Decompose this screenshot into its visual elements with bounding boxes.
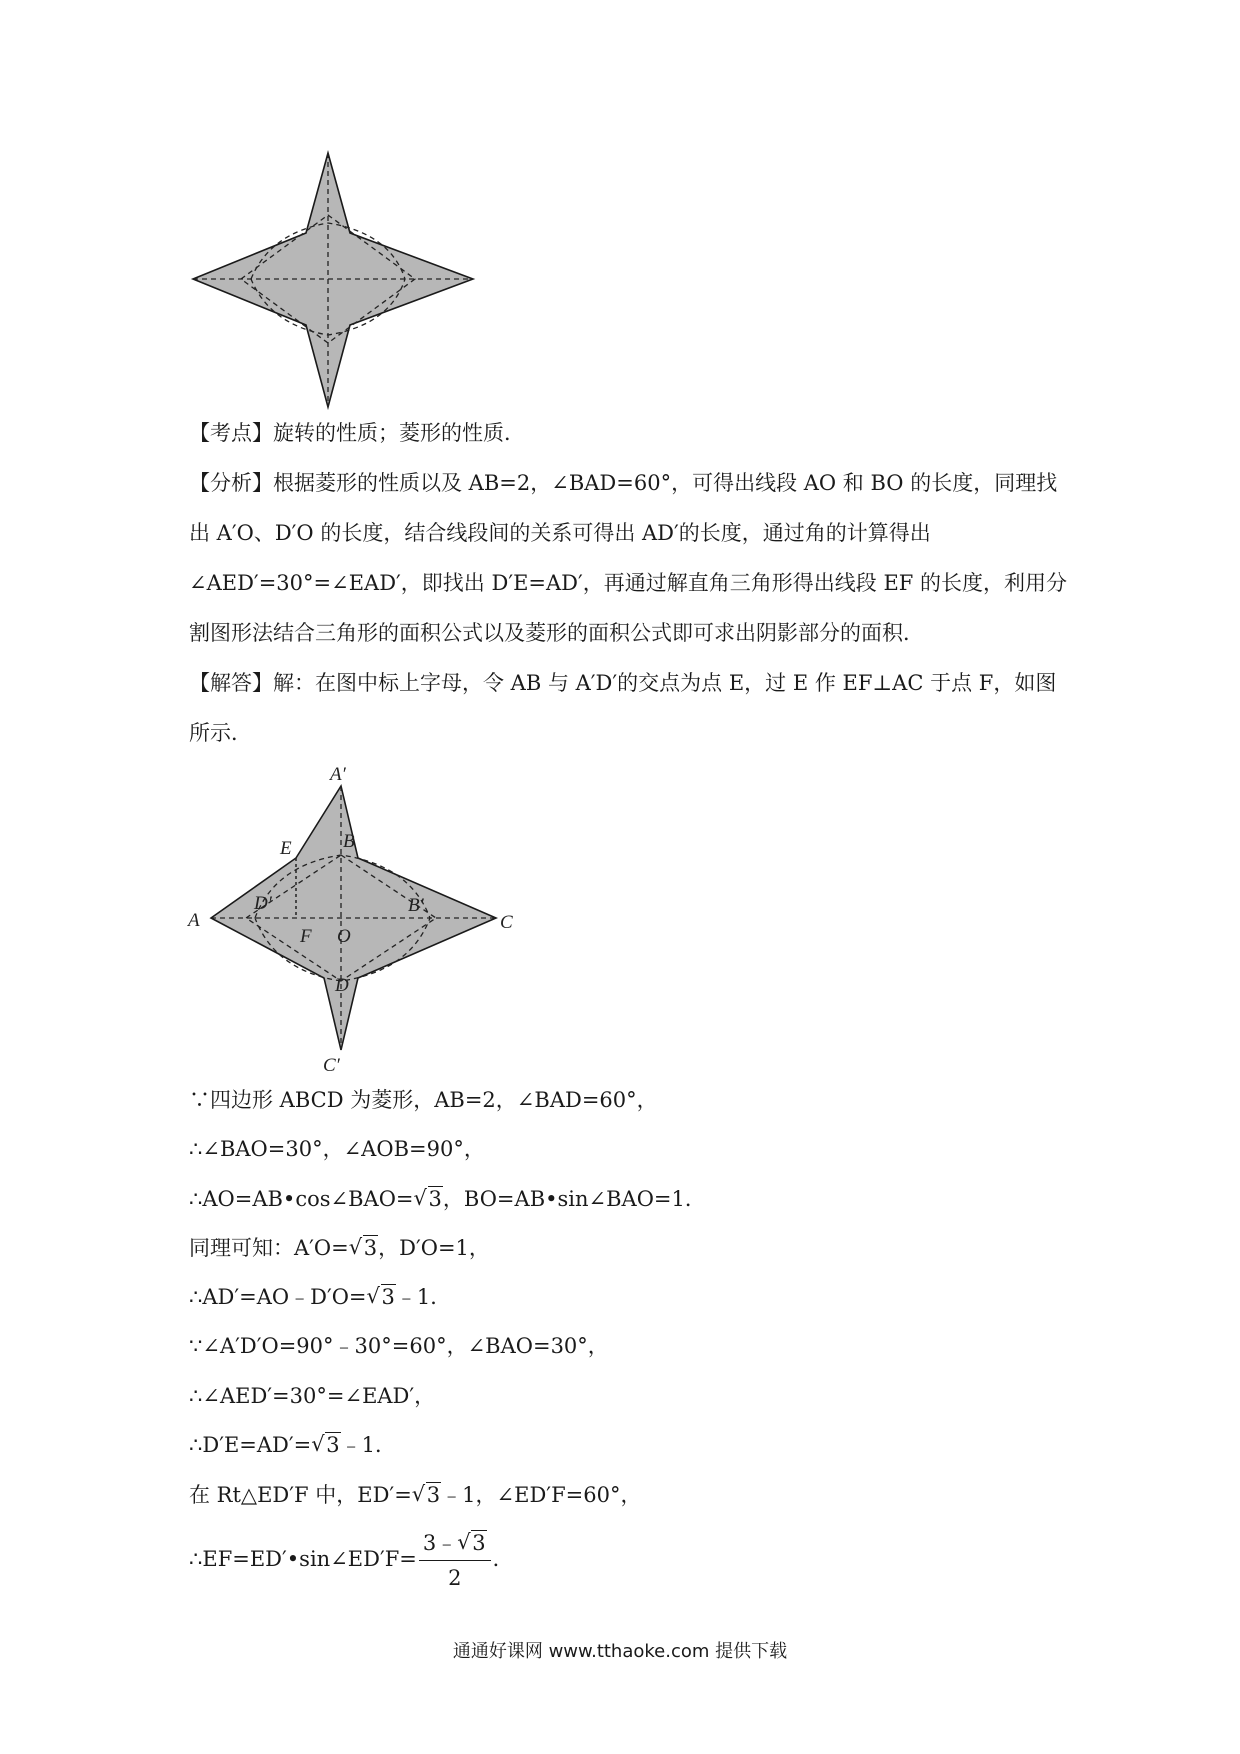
label-c-prime: C′	[323, 1055, 340, 1075]
step-3-text-b: ，BO=AB•sin∠BAO=1．	[442, 1187, 706, 1211]
step-5-text-a: ∴AD′=AO﹣D′O=	[189, 1285, 367, 1309]
step-5	[189, 1282, 451, 1312]
star-figure-2	[180, 755, 520, 1075]
solution-line-2: 所示．	[189, 721, 252, 745]
step-9	[189, 1480, 641, 1510]
step-7: ∴∠AED′=30°=∠EAD′，	[189, 1384, 436, 1408]
analysis-line-4: 割图形法结合三角形的面积公式以及菱形的面积公式即可求出阴影部分的面积．	[189, 621, 924, 645]
step-10-text-b: ．	[492, 1547, 514, 1571]
analysis-line-3: ∠AED′=30°=∠EAD′，即找出 D′E=AD′，再通过解直角三角形得出线段 EF 的长度，利用分	[189, 571, 1068, 595]
step-10-text-a: ∴EF=ED′•sin∠ED′F=	[189, 1547, 417, 1571]
label-a-prime: A′	[330, 764, 346, 785]
step-3	[189, 1184, 706, 1214]
label-c: C	[500, 912, 513, 933]
sqrt-3: √ 3	[311, 1430, 340, 1460]
star-figure-1	[185, 145, 485, 415]
label-d: D	[335, 975, 349, 996]
sqrt-3: √ 3	[349, 1233, 378, 1263]
analysis-line-2: 出 A′O、D′O 的长度，结合线段间的关系可得出 AD′的长度，通过角的计算得出	[189, 521, 931, 545]
solution-line-1: 【解答】解：在图中标上字母，令 AB 与 A′D′的交点为点 E，过 E 作 EF⊥AC 于点 F，如图	[189, 671, 1057, 695]
step-9-text-a: 在 Rt△ED′F 中，ED′=	[189, 1483, 412, 1507]
step-5-text-b: ﹣1．	[395, 1285, 452, 1309]
fraction: $\frac{3﹣√ 3}{2}$	[419, 1526, 491, 1595]
step-10	[189, 1526, 514, 1595]
label-o: O	[337, 926, 351, 947]
analysis-line-1: 【分析】根据菱形的性质以及 AB=2，∠BAD=60°，可得出线段 AO 和 BO 的长度，同理找	[189, 471, 1058, 495]
kaodian-line: 【考点】旋转的性质；菱形的性质．	[189, 421, 525, 445]
footer-source: 通通好课网 www.tthaoke.com 提供下载	[452, 1641, 788, 1662]
label-b-prime: B′	[408, 895, 424, 916]
label-d-prime: D′	[254, 893, 272, 914]
label-b: B	[343, 831, 355, 852]
label-e: E	[280, 838, 292, 859]
step-8-text-a: ∴D′E=AD′=	[189, 1433, 312, 1457]
step-1: ∵四边形 ABCD 为菱形，AB=2，∠BAD=60°，	[189, 1088, 658, 1112]
step-3-text-a: ∴AO=AB•cos∠BAO=	[189, 1187, 414, 1211]
sqrt-3: √ 3	[414, 1184, 443, 1214]
step-9-text-b: ﹣1，∠ED′F=60°，	[441, 1483, 642, 1507]
label-a: A	[188, 910, 200, 931]
sqrt-3: √ 3	[367, 1282, 396, 1312]
step-4	[189, 1233, 490, 1263]
step-4-text-a: 同理可知：A′O=	[189, 1236, 349, 1260]
step-6: ∵∠A′D′O=90°﹣30°=60°，∠BAO=30°，	[189, 1334, 609, 1358]
step-4-text-b: ，D′O=1，	[378, 1236, 490, 1260]
sqrt-3: √ 3	[457, 1526, 486, 1560]
label-f: F	[300, 926, 312, 947]
sqrt-3: √ 3	[412, 1480, 441, 1510]
step-8	[189, 1430, 396, 1460]
step-2: ∴∠BAO=30°，∠AOB=90°，	[189, 1137, 485, 1161]
step-8-text-b: ﹣1．	[340, 1433, 397, 1457]
